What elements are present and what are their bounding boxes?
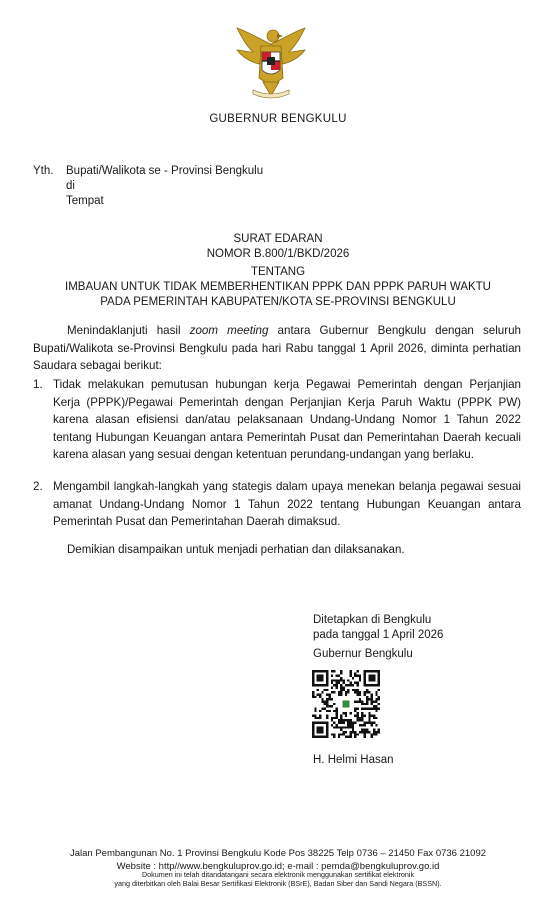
closing-statement: Demikian disampaikan untuk menjadi perhatian dan dilaksanakan. bbox=[67, 544, 405, 556]
footer-address: Jalan Pembangunan No. 1 Provinsi Bengkulu Kode Pos 38225 Telp 0736 – 21450 Fax 0736 21092 bbox=[69, 848, 487, 859]
document-type: SURAT EDARAN bbox=[233, 233, 323, 245]
about-label: TENTANG bbox=[250, 266, 306, 278]
list-item-number: 1. bbox=[33, 378, 43, 391]
list-item-number: 2. bbox=[33, 480, 43, 493]
footer-website: Website : http//www.bengkuluprov.go.id; e-mail : pemda@bengkuluprov.go.id bbox=[116, 861, 440, 872]
recipient-line-1: Bupati/Walikota se - Provinsi Bengkulu bbox=[66, 165, 264, 177]
list-item-text: Mengambil langkah-langkah yang stategis dalam upaya menekan belanja pegawai sesuai amanat Undang-Undang Nomor 1 Tahun 2022 tentang Hubungan Keuangan antara Pemerintah Pusat dan Pemerintahan Daerah dimaksud. bbox=[53, 480, 521, 529]
signature-place: Ditetapkan di Bengkulu bbox=[313, 614, 432, 626]
qr-code bbox=[312, 670, 380, 738]
signature-date: pada tanggal 1 April 2026 bbox=[313, 629, 444, 641]
signature-position: Gubernur Bengkulu bbox=[313, 648, 413, 660]
footer-esign-note-2: yang diterbitkan oleh Balai Besar Sertifikasi Elektronik (BSrE), Badan Siber dan Sandi Negara (BSSN). bbox=[114, 879, 442, 888]
recipient-line-3: Tempat bbox=[66, 195, 104, 207]
subject-line-1: IMBAUAN UNTUK TIDAK MEMBERHENTIKAN PPPK DAN PPPK PARUH WAKTU bbox=[65, 281, 491, 293]
intro-text-after: antara Gubernur Bengkulu dengan seluruh Bupati/Walikota se-Provinsi Bengkulu pada hari Rabu tanggal 1 April 2026, diminta perhatian Saudara sebagai berikut: bbox=[33, 324, 521, 373]
list-item-text: Tidak melakukan pemutusan hubungan kerja Pegawai Pemerintah dengan Perjanjian Kerja (PPPK)/Pegawai Pemerintah dengan Perjanjian Kerja Paruh Waktu (PPPK PW) karena alasan efisiensi dan/atau pelaksanaan Undang-Undang Nomor 1 Tahun 2022 tentang Hubungan Keuangan antara Pemerintah Pusat dan Pemerintahan Daerah kecuali karena alasan yang sesuai dengan ketentuan perundang-undangan yang berlaku. bbox=[53, 378, 521, 462]
footer-esign-note-1: Dokumen ini telah ditandatangani secara elektronik menggunakan sertifikat elektronik bbox=[141, 870, 415, 879]
intro-paragraph bbox=[33, 322, 521, 375]
recipient-line-2: di bbox=[66, 180, 75, 192]
intro-text-before: Menindaklanjuti hasil bbox=[67, 324, 190, 337]
signatory-name: H. Helmi Hasan bbox=[313, 754, 394, 766]
garuda-emblem bbox=[231, 22, 311, 102]
document-number: NOMOR B.800/1/BKD/2026 bbox=[206, 248, 350, 260]
recipient-prefix: Yth. bbox=[33, 165, 54, 177]
subject-line-2: PADA PEMERINTAH KABUPATEN/KOTA SE-PROVINSI BENGKULU bbox=[100, 296, 456, 308]
institution-heading: GUBERNUR BENGKULU bbox=[209, 113, 347, 125]
intro-text-emphasis: zoom meeting bbox=[189, 324, 269, 337]
